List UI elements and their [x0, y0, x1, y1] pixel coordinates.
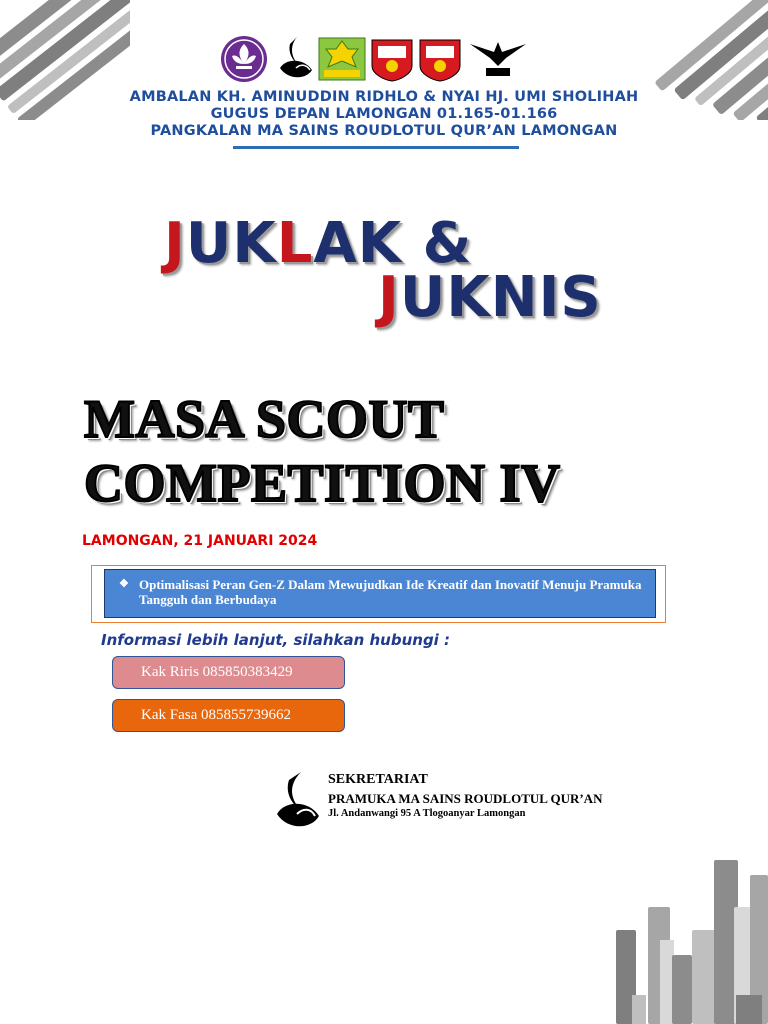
- title-juklak: JUKLAK &: [164, 211, 473, 276]
- wosm-logo: [218, 34, 270, 84]
- event-title-line-1: MASA SCOUT: [84, 389, 445, 449]
- theme-text: Optimalisasi Peran Gen-Z Dalam Mewujudkan Ide Kreatif dan Inovatif Menuju Pramuka Tangguh dan Berbudaya: [139, 577, 642, 607]
- theme-box: [104, 569, 656, 618]
- header-line-1: AMBALAN KH. AMINUDDIN RIDHLO & NYAI HJ. UMI SHOLIHAH: [129, 89, 639, 105]
- diamond-bullet-icon: ❖: [119, 578, 129, 590]
- tunas-kelapa-logo: [276, 34, 316, 84]
- msd-logo: [468, 38, 528, 80]
- lamongan-crest-logo: [418, 38, 462, 82]
- secretariat-org: PRAMUKA MA SAINS ROUDLOTUL QUR’AN: [328, 791, 603, 806]
- decorative-bars-bottom-right: [612, 855, 768, 1024]
- title-juknis: JUKNIS: [378, 265, 602, 330]
- secretariat-address: Jl. Andanwangi 95 A Tlogoanyar Lamongan: [328, 808, 526, 819]
- secretariat-title: SEKRETARIAT: [328, 772, 428, 787]
- event-date: LAMONGAN, 21 JANUARI 2024: [82, 533, 318, 549]
- header-line-3: PANGKALAN MA SAINS ROUDLOTUL QUR’AN LAMONGAN: [150, 123, 618, 139]
- event-title-line-2: COMPETITION IV: [84, 453, 561, 513]
- header-line-2: GUGUS DEPAN LAMONGAN 01.165-01.166: [210, 106, 558, 122]
- contact-riris: Kak Riris 085850383429: [112, 656, 345, 689]
- lamongan-crest-logo: [370, 38, 414, 82]
- contact-info-label: Informasi lebih lanjut, silahkan hubungi :: [101, 631, 451, 649]
- logo-row: [218, 34, 530, 84]
- madrasah-logo: [318, 37, 366, 81]
- header-divider: [233, 146, 519, 149]
- contact-fasa: Kak Fasa 085855739662: [112, 699, 345, 732]
- tunas-kelapa-logo: [273, 770, 323, 834]
